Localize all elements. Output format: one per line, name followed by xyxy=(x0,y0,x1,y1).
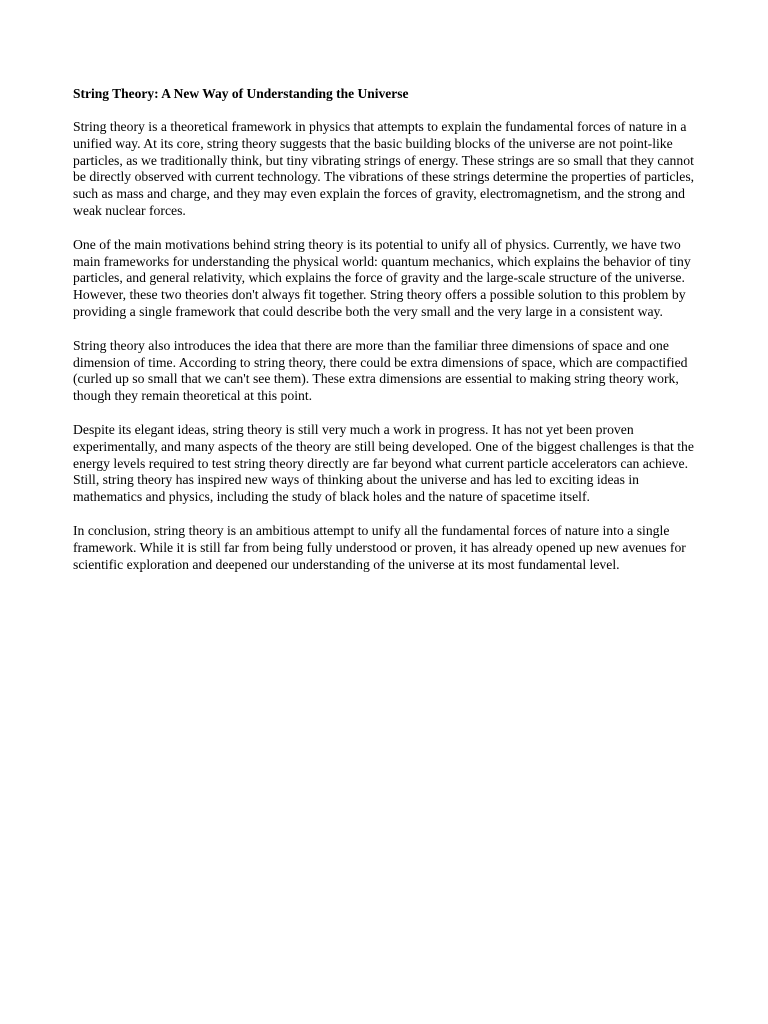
paragraph-motivation: One of the main motivations behind string theory is its potential to unify all of physics. Currently, we have two main frameworks for understanding the physical world: quantum mechanics, which explains the behavior of tiny particles, and general relativity, which explains the force of gravity and the large-scale structure of the universe. However, these two theories don't always fit together. String theory offers a possible solution to this problem by providing a single framework that could describe both the very small and the very large in a consistent way. xyxy=(73,236,691,319)
document-title: String Theory: A New Way of Understanding the Universe xyxy=(73,86,409,101)
paragraph-dimensions: String theory also introduces the idea that there are more than the familiar three dimensions of space and one dimension of time. According to string theory, there could be extra dimensions of space, which are compactified (curled up so small that we can't see them). These extra dimensions are essential to making string theory work, though they remain theoretical at this point. xyxy=(73,337,688,404)
paragraph-intro: String theory is a theoretical framework in physics that attempts to explain the fundamental forces of nature in a unified way. At its core, string theory suggests that the basic building blocks of the universe are not point-like particles, as we traditionally think, but tiny vibrating strings of energy. These strings are so small that they cannot be directly observed with current technology. The vibrations of these strings determine the properties of particles, such as mass and charge, and they may even explain the forces of gravity, electromagnetism, and the strong and weak nuclear forces. xyxy=(73,119,695,218)
paragraph-conclusion: In conclusion, string theory is an ambitious attempt to unify all the fundamental forces of nature into a single framework. While it is still far from being fully understood or proven, it has already opened up new avenues for scientific exploration and deepened our understanding of the universe at its most fundamental level. xyxy=(73,522,686,572)
document-page xyxy=(73,84,698,590)
paragraph-challenges: Despite its elegant ideas, string theory is still very much a work in progress. It has not yet been proven experimentally, and many aspects of the theory are still being developed. One of the biggest challenges is that the energy levels required to test string theory directly are far beyond what current particle accelerators can achieve. Still, string theory has inspired new ways of thinking about the universe and has led to exciting ideas in mathematics and physics, including the study of black holes and the nature of spacetime itself. xyxy=(73,421,694,505)
